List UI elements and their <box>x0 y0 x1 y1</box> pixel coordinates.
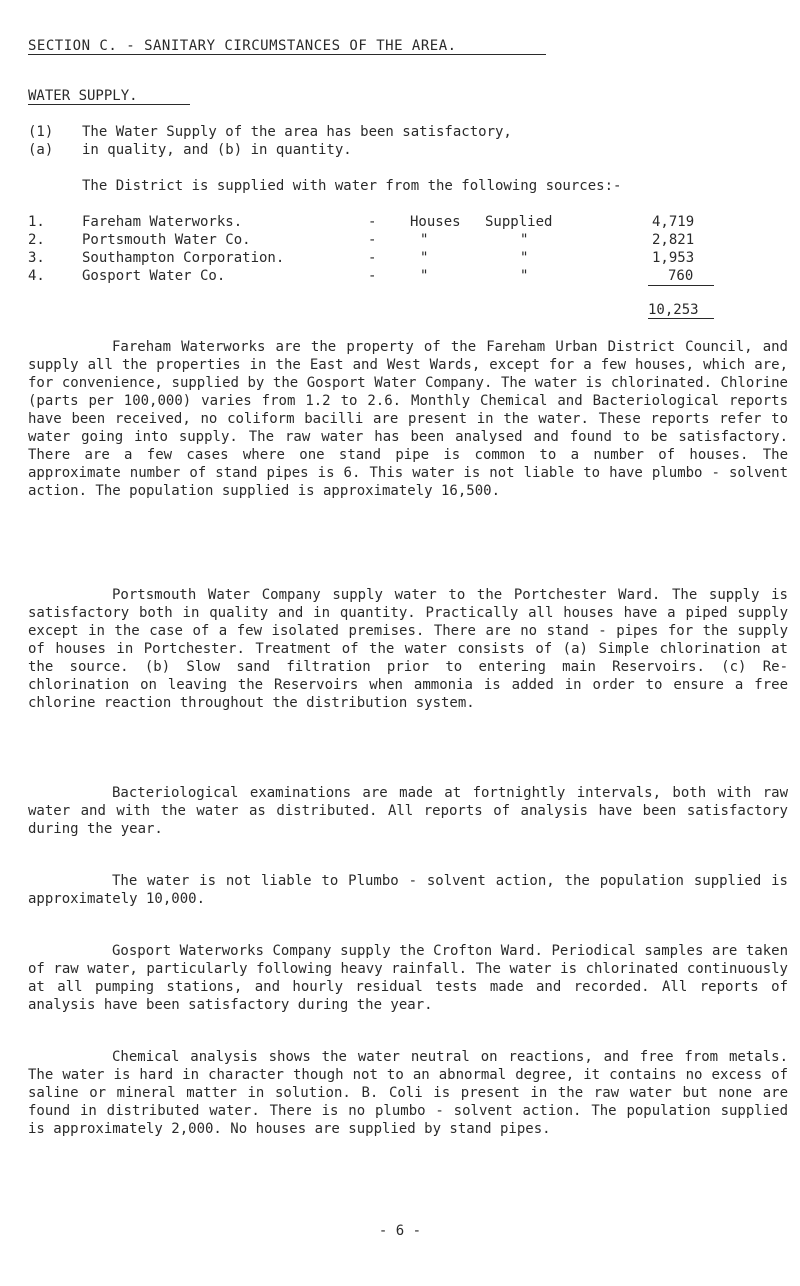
water-supply-underline <box>28 104 190 105</box>
paragraph-portsmouth <box>28 586 788 712</box>
paragraph-gosport <box>28 942 788 1014</box>
source-number: 2. <box>28 232 45 248</box>
source-name: Fareham Waterworks. <box>82 214 243 230</box>
sources-total: 10,253 <box>648 302 699 318</box>
paragraph-fareham-text: Fareham Waterworks are the property of the Fareham Urban District Council, and supply all the properties in the East and West Wards, except for a few houses, which are, for convenience, supplied by the Gosport Water Company. The water is chlorinated. Chlorine (parts per 100,000) varies from 1.2 to 2.6. Monthly Chemical and Bacteriological reports have been received, no coliform bacilli are present in the water. These reports refer to water going into supply. The raw water has been analysed and found to be satisfactory. There are a few cases where one stand pipe is common to a number of houses. The approximate number of stand pipes is 6. This water is not liable to have plumbo - solvent action. The population supplied is approximately 16,500. <box>28 339 788 499</box>
total-rule-bottom <box>648 318 714 319</box>
source-col-supplied: Supplied <box>485 214 553 230</box>
intro-marker-1: (1) <box>28 124 54 140</box>
intro-line-2: in quality, and (b) in quantity. <box>82 142 352 158</box>
source-name: Gosport Water Co. <box>82 268 226 284</box>
source-dash: - <box>368 232 377 248</box>
source-col-houses: Houses <box>410 214 461 230</box>
total-rule-top <box>648 285 714 286</box>
source-count: 4,719 <box>652 214 695 230</box>
source-dash: - <box>368 250 377 266</box>
paragraph-bacteriological-text: Bacteriological examinations are made at fortnightly intervals, both with raw water and with the water as distributed. All reports of analysis have been satisfactory during the year. <box>28 785 788 837</box>
intro-marker-a: (a) <box>28 142 54 158</box>
paragraph-fareham <box>28 338 788 500</box>
page-number: - 6 - <box>378 1223 422 1239</box>
source-number: 1. <box>28 214 45 230</box>
paragraph-chemical <box>28 1048 788 1138</box>
source-number: 4. <box>28 268 45 284</box>
paragraph-chemical-text: Chemical analysis shows the water neutral on reactions, and free from metals. The water is hard in character though not to an abnormal degree, it contains no excess of saline or mineral matter in solution. B. Coli is present in the raw water but none are found in distributed water. There is no plumbo - solvent action. The population supplied is approximately 2,000. No houses are supplied by stand pipes. <box>28 1049 788 1137</box>
paragraph-gosport-text: Gosport Waterworks Company supply the Crofton Ward. Periodical samples are taken of raw water, particularly following heavy rainfall. The water is chlorinated continuously at all pumping stations, and hourly residual tests made and recorded. All reports of analysis have been satisfactory during the year. <box>28 943 788 1013</box>
source-col-supplied: " <box>520 232 529 248</box>
source-dash: - <box>368 214 377 230</box>
source-dash: - <box>368 268 377 284</box>
source-col-houses: " <box>420 268 429 284</box>
paragraph-bacteriological <box>28 784 788 838</box>
paragraph-plumbo <box>28 872 788 908</box>
source-count: 2,821 <box>652 232 695 248</box>
paragraph-portsmouth-text: Portsmouth Water Company supply water to the Portchester Ward. The supply is satisfactory both in quality and in quantity. Practically all houses have a piped supply except in the case of a few isolated premises. There are no stand - pipes for the supply of houses in Portchester. Treatment of the water consists of (a) Simple chlorination at the source. (b) Slow sand filtration prior to entering main Reservoirs. (c) Re-chlorination on leaving the Reservoirs when ammonia is added in order to ensure a free chlorine reaction throughout the distribution system. <box>28 587 788 711</box>
source-col-houses: " <box>420 232 429 248</box>
source-col-supplied: " <box>520 268 529 284</box>
section-title-underline <box>28 54 546 55</box>
source-count: 760 <box>668 268 694 284</box>
section-title: SECTION C. - SANITARY CIRCUMSTANCES OF THE AREA. <box>28 38 457 54</box>
source-number: 3. <box>28 250 45 266</box>
paragraph-plumbo-text: The water is not liable to Plumbo - solvent action, the population supplied is approximately 10,000. <box>28 873 788 907</box>
water-supply-heading: WATER SUPPLY. <box>28 88 138 104</box>
source-col-houses: " <box>420 250 429 266</box>
source-count: 1,953 <box>652 250 695 266</box>
source-col-supplied: " <box>520 250 529 266</box>
source-name: Southampton Corporation. <box>82 250 285 266</box>
source-name: Portsmouth Water Co. <box>82 232 251 248</box>
sources-intro: The District is supplied with water from the following sources:- <box>82 178 622 194</box>
intro-line-1: The Water Supply of the area has been satisfactory, <box>82 124 512 140</box>
